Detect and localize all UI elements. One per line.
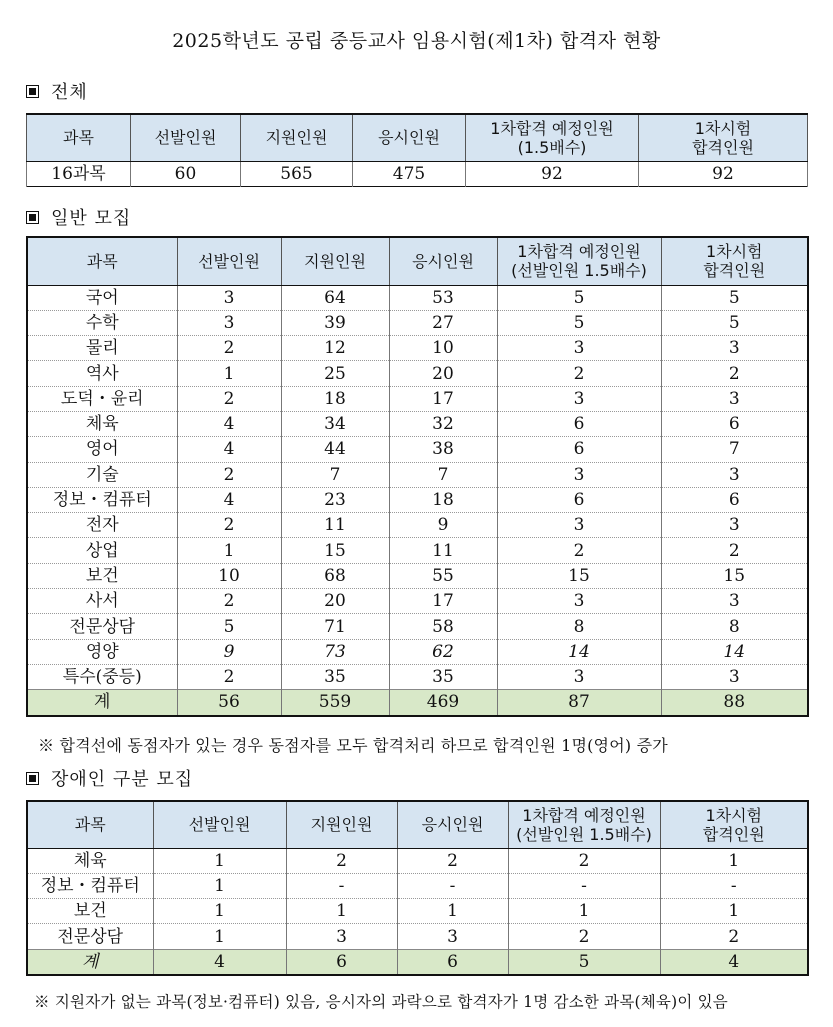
cell-passed: 7 bbox=[661, 437, 808, 462]
col-header-applicants: 지원인원 bbox=[286, 801, 397, 848]
total-row bbox=[27, 690, 808, 716]
cell-applicants: 7 bbox=[281, 462, 389, 487]
total-row bbox=[27, 949, 808, 975]
col-header-examinees: 응시인원 bbox=[397, 801, 508, 848]
section-general-label: 일반 모집 bbox=[51, 208, 132, 229]
cell-selected: 1 bbox=[177, 361, 281, 386]
cell-selected: 2 bbox=[177, 386, 281, 411]
cell-passed: 4 bbox=[660, 949, 808, 975]
cell-subject: 정보・컴퓨터 bbox=[27, 487, 177, 512]
overall-table bbox=[26, 113, 808, 187]
cell-expected: 6 bbox=[497, 487, 661, 512]
cell-expected: 3 bbox=[497, 664, 661, 689]
total-label: 계 bbox=[27, 690, 177, 716]
cell-passed: 8 bbox=[661, 614, 808, 639]
cell-examinees: 17 bbox=[389, 589, 497, 614]
cell-applicants: 39 bbox=[281, 310, 389, 335]
table-row bbox=[27, 538, 808, 563]
cell-subject: 전자 bbox=[27, 513, 177, 538]
table-row bbox=[27, 614, 808, 639]
cell-examinees: 62 bbox=[389, 639, 497, 664]
cell-expected: 3 bbox=[497, 336, 661, 361]
cell-applicants: 44 bbox=[281, 437, 389, 462]
cell-selected: 1 bbox=[153, 899, 286, 924]
cell-subject: 역사 bbox=[27, 361, 177, 386]
cell-selected: 3 bbox=[177, 285, 281, 310]
cell-subject: 사서 bbox=[27, 589, 177, 614]
cell-examinees: 27 bbox=[389, 310, 497, 335]
col-header-subject: 과목 bbox=[27, 801, 153, 848]
cell-selected: 2 bbox=[177, 664, 281, 689]
col-header-examinees: 응시인원 bbox=[353, 114, 466, 161]
document-title: 2025학년도 공립 중등교사 임용시험(제1차) 합격자 현황 bbox=[172, 30, 661, 52]
cell-passed: 5 bbox=[661, 285, 808, 310]
col-header-examinees: 응시인원 bbox=[389, 237, 497, 285]
cell-examinees: - bbox=[397, 873, 508, 898]
cell-passed: 3 bbox=[661, 336, 808, 361]
col-header-passed: 1차시험 합격인원 bbox=[661, 237, 808, 285]
cell-subject: 특수(중등) bbox=[27, 664, 177, 689]
table-row bbox=[27, 487, 808, 512]
table-row bbox=[27, 873, 808, 898]
cell-expected: 6 bbox=[497, 411, 661, 436]
col-header-passed: 1차시험 합격인원 bbox=[639, 114, 808, 161]
cell-examinees: 38 bbox=[389, 437, 497, 462]
cell-examinees: 6 bbox=[397, 949, 508, 975]
cell-selected: 4 bbox=[177, 487, 281, 512]
col-header-selected: 선발인원 bbox=[153, 801, 286, 848]
cell-applicants: 12 bbox=[281, 336, 389, 361]
cell-examinees: 469 bbox=[389, 690, 497, 716]
cell-expected: 2 bbox=[497, 538, 661, 563]
col-header-expected: 1차합격 예정인원 (선발인원 1.5배수) bbox=[508, 801, 660, 848]
disabled-recruitment-table bbox=[26, 800, 809, 976]
cell-passed: 3 bbox=[661, 513, 808, 538]
cell-expected: 5 bbox=[508, 949, 660, 975]
cell-examinees: 55 bbox=[389, 563, 497, 588]
cell-selected: 2 bbox=[177, 462, 281, 487]
col-header-expected: 1차합격 예정인원 (1.5배수) bbox=[466, 114, 639, 161]
cell-selected: 1 bbox=[153, 924, 286, 949]
table-row bbox=[27, 848, 808, 873]
cell-examinees: 32 bbox=[389, 411, 497, 436]
cell-applicants: 2 bbox=[286, 848, 397, 873]
cell-applicants: 73 bbox=[281, 639, 389, 664]
cell-expected: 92 bbox=[466, 161, 639, 186]
cell-examinees: 58 bbox=[389, 614, 497, 639]
cell-selected: 4 bbox=[177, 411, 281, 436]
cell-selected: 9 bbox=[177, 639, 281, 664]
col-header-passed: 1차시험 합격인원 bbox=[660, 801, 808, 848]
general-recruitment-table bbox=[26, 236, 809, 717]
table-row bbox=[27, 589, 808, 614]
cell-passed: 5 bbox=[661, 310, 808, 335]
cell-applicants: 23 bbox=[281, 487, 389, 512]
cell-applicants: 25 bbox=[281, 361, 389, 386]
cell-examinees: 17 bbox=[389, 386, 497, 411]
cell-passed: 3 bbox=[661, 589, 808, 614]
cell-expected: - bbox=[508, 873, 660, 898]
table-row bbox=[27, 411, 808, 436]
cell-passed: 1 bbox=[660, 899, 808, 924]
col-header-applicants: 지원인원 bbox=[241, 114, 353, 161]
cell-subject: 영양 bbox=[27, 639, 177, 664]
table-row bbox=[27, 513, 808, 538]
cell-examinees: 10 bbox=[389, 336, 497, 361]
cell-applicants: 71 bbox=[281, 614, 389, 639]
cell-subject: 상업 bbox=[27, 538, 177, 563]
cell-selected: 1 bbox=[177, 538, 281, 563]
cell-subject: 보건 bbox=[27, 899, 153, 924]
cell-passed: 3 bbox=[661, 462, 808, 487]
cell-selected: 3 bbox=[177, 310, 281, 335]
cell-subject: 체육 bbox=[27, 848, 153, 873]
cell-applicants: 565 bbox=[241, 161, 353, 186]
cell-examinees: 9 bbox=[389, 513, 497, 538]
cell-applicants: 559 bbox=[281, 690, 389, 716]
cell-subject: 전문상담 bbox=[27, 614, 177, 639]
cell-passed: 2 bbox=[661, 361, 808, 386]
cell-subject: 국어 bbox=[27, 285, 177, 310]
cell-subject: 물리 bbox=[27, 336, 177, 361]
cell-passed: 1 bbox=[660, 848, 808, 873]
cell-selected: 4 bbox=[153, 949, 286, 975]
cell-examinees: 35 bbox=[389, 664, 497, 689]
cell-examinees: 53 bbox=[389, 285, 497, 310]
cell-applicants: 1 bbox=[286, 899, 397, 924]
col-header-selected: 선발인원 bbox=[177, 237, 281, 285]
cell-passed: 2 bbox=[660, 924, 808, 949]
cell-passed: 2 bbox=[661, 538, 808, 563]
col-header-expected: 1차합격 예정인원 (선발인원 1.5배수) bbox=[497, 237, 661, 285]
cell-applicants: - bbox=[286, 873, 397, 898]
cell-expected: 5 bbox=[497, 310, 661, 335]
cell-expected: 6 bbox=[497, 437, 661, 462]
cell-expected: 1 bbox=[508, 899, 660, 924]
section-disabled-label: 장애인 구분 모집 bbox=[51, 769, 194, 790]
cell-applicants: 35 bbox=[281, 664, 389, 689]
table-row bbox=[27, 563, 808, 588]
cell-subject: 기술 bbox=[27, 462, 177, 487]
cell-passed: 14 bbox=[661, 639, 808, 664]
table-row bbox=[27, 336, 808, 361]
cell-subject: 16과목 bbox=[27, 161, 131, 186]
cell-passed: 3 bbox=[661, 664, 808, 689]
cell-applicants: 11 bbox=[281, 513, 389, 538]
section-disabled-heading bbox=[26, 765, 193, 791]
cell-expected: 3 bbox=[497, 589, 661, 614]
square-bullet-icon bbox=[26, 85, 39, 98]
table-row bbox=[27, 161, 808, 186]
section-general-heading bbox=[26, 204, 131, 230]
table-row bbox=[27, 285, 808, 310]
cell-expected: 14 bbox=[497, 639, 661, 664]
cell-applicants: 34 bbox=[281, 411, 389, 436]
cell-selected: 1 bbox=[153, 848, 286, 873]
cell-expected: 87 bbox=[497, 690, 661, 716]
cell-expected: 15 bbox=[497, 563, 661, 588]
cell-passed: - bbox=[660, 873, 808, 898]
cell-subject: 수학 bbox=[27, 310, 177, 335]
cell-selected: 4 bbox=[177, 437, 281, 462]
cell-subject: 체육 bbox=[27, 411, 177, 436]
cell-passed: 92 bbox=[639, 161, 808, 186]
table-row bbox=[27, 924, 808, 949]
cell-selected: 2 bbox=[177, 336, 281, 361]
cell-selected: 1 bbox=[153, 873, 286, 898]
cell-applicants: 64 bbox=[281, 285, 389, 310]
cell-selected: 5 bbox=[177, 614, 281, 639]
square-bullet-icon bbox=[26, 772, 39, 785]
cell-expected: 3 bbox=[497, 462, 661, 487]
table-row bbox=[27, 437, 808, 462]
cell-passed: 6 bbox=[661, 487, 808, 512]
cell-subject: 전문상담 bbox=[27, 924, 153, 949]
cell-examinees: 7 bbox=[389, 462, 497, 487]
table-row bbox=[27, 899, 808, 924]
cell-applicants: 6 bbox=[286, 949, 397, 975]
cell-selected: 60 bbox=[131, 161, 241, 186]
cell-selected: 56 bbox=[177, 690, 281, 716]
cell-subject: 보건 bbox=[27, 563, 177, 588]
cell-examinees: 11 bbox=[389, 538, 497, 563]
cell-passed: 3 bbox=[661, 386, 808, 411]
cell-passed: 15 bbox=[661, 563, 808, 588]
cell-examinees: 20 bbox=[389, 361, 497, 386]
cell-subject: 영어 bbox=[27, 437, 177, 462]
cell-applicants: 20 bbox=[281, 589, 389, 614]
cell-expected: 2 bbox=[497, 361, 661, 386]
table-row bbox=[27, 664, 808, 689]
cell-subject: 도덕・윤리 bbox=[27, 386, 177, 411]
cell-applicants: 3 bbox=[286, 924, 397, 949]
cell-expected: 5 bbox=[497, 285, 661, 310]
cell-applicants: 15 bbox=[281, 538, 389, 563]
cell-examinees: 18 bbox=[389, 487, 497, 512]
cell-selected: 10 bbox=[177, 563, 281, 588]
general-footnote: ※ 합격선에 동점자가 있는 경우 동점자를 모두 합격처리 하므로 합격인원 1명(영어) 증가 bbox=[38, 736, 668, 755]
cell-subject: 정보・컴퓨터 bbox=[27, 873, 153, 898]
col-header-applicants: 지원인원 bbox=[281, 237, 389, 285]
cell-passed: 6 bbox=[661, 411, 808, 436]
cell-selected: 2 bbox=[177, 513, 281, 538]
section-overall-heading bbox=[26, 78, 88, 104]
table-row bbox=[27, 310, 808, 335]
table-row bbox=[27, 386, 808, 411]
col-header-subject: 과목 bbox=[27, 237, 177, 285]
total-label: 계 bbox=[27, 949, 153, 975]
cell-applicants: 68 bbox=[281, 563, 389, 588]
cell-expected: 8 bbox=[497, 614, 661, 639]
cell-expected: 3 bbox=[497, 513, 661, 538]
table-row bbox=[27, 639, 808, 664]
cell-examinees: 1 bbox=[397, 899, 508, 924]
col-header-subject: 과목 bbox=[27, 114, 131, 161]
cell-expected: 3 bbox=[497, 386, 661, 411]
cell-expected: 2 bbox=[508, 848, 660, 873]
cell-examinees: 2 bbox=[397, 848, 508, 873]
cell-passed: 88 bbox=[661, 690, 808, 716]
table-row bbox=[27, 462, 808, 487]
square-bullet-icon bbox=[26, 211, 39, 224]
cell-expected: 2 bbox=[508, 924, 660, 949]
disabled-footnote: ※ 지원자가 없는 과목(정보·컴퓨터) 있음, 응시자의 과락으로 합격자가 1명 감소한 과목(체육)이 있음 bbox=[34, 993, 728, 1011]
cell-examinees: 3 bbox=[397, 924, 508, 949]
cell-applicants: 18 bbox=[281, 386, 389, 411]
col-header-selected: 선발인원 bbox=[131, 114, 241, 161]
section-overall-label: 전체 bbox=[51, 82, 88, 103]
cell-examinees: 475 bbox=[353, 161, 466, 186]
table-row bbox=[27, 361, 808, 386]
cell-selected: 2 bbox=[177, 589, 281, 614]
